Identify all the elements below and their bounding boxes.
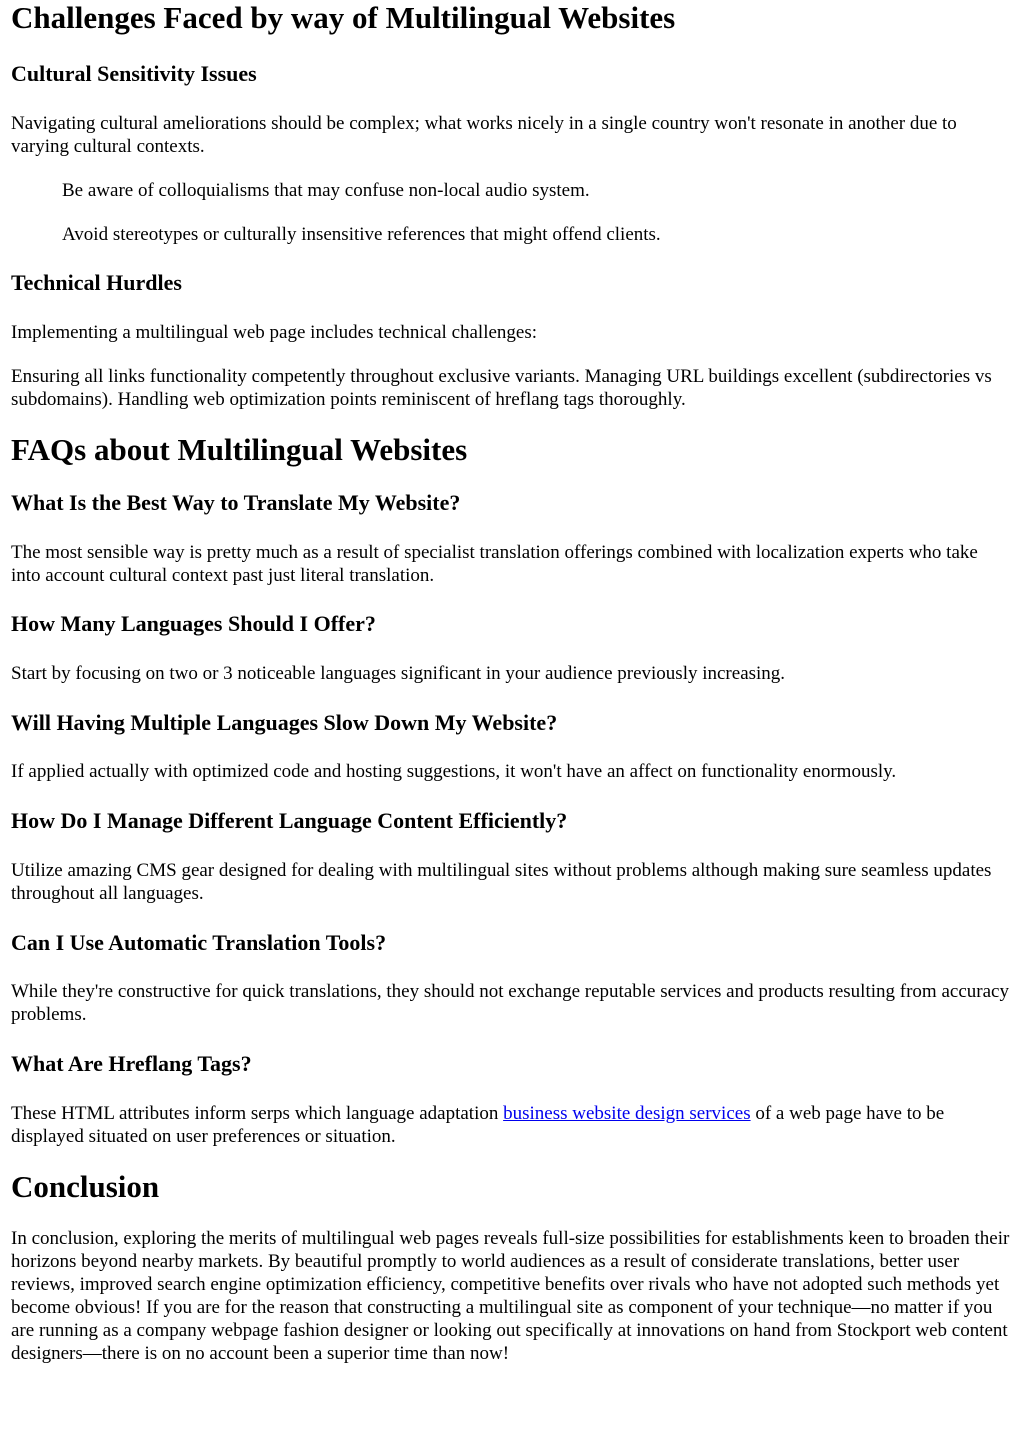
conclusion-body: In conclusion, exploring the merits of multilingual web pages reveals full-size possibilities for establishments keen to broaden their horizons beyond nearby markets. By beautiful promptly to world audiences as a result of considerate translations, better user reviews, improved search engine optimization efficiency, competitive benefits over rivals who have not adopted such methods yet become obvious! If you are for the reason that constructing a multilingual site as component of your technique—no matter if you are running as a company webpage fashion designer or looking out specifically at innovations on hand from Stockport web content designers—there is on no account been a superior time than now! [11,1228,1010,1364]
faq-question: How Many Languages Should I Offer? [11,611,376,636]
faq-answer-hreflang [11,1102,1010,1148]
cultural-item: Avoid stereotypes or culturally insensitive references that might offend clients. [62,224,661,245]
faqs-title: FAQs about Multilingual Websites [11,432,468,467]
cultural-heading: Cultural Sensitivity Issues [11,61,257,86]
technical-body: Ensuring all links functionality competently throughout exclusive variants. Managing URL buildings excellent (subdirectories vs subdomains). Handling web optimization points reminiscent of hreflang tags thoroughly. [11,366,992,410]
business-website-design-link[interactable]: business website design services [503,1103,751,1124]
faq-question-hreflang: What Are Hreflang Tags? [11,1051,252,1076]
faq-question: What Is the Best Way to Translate My Website? [11,490,461,515]
hreflang-answer-start: These HTML attributes inform serps which language adaptation [11,1103,504,1124]
faq-answer: While they're constructive for quick translations, they should not exchange reputable services and products resulting from accuracy problems. [11,981,1009,1025]
hreflang-answer-end: of a web page have to be displayed situated on user preferences or situation. [11,1103,945,1147]
cultural-intro: Navigating cultural ameliorations should be complex; what works nicely in a single country won't resonate in another due to varying cultural contexts. [11,113,957,157]
cultural-item: Be aware of colloquialisms that may confuse non-local audio system. [62,180,590,201]
faq-question: How Do I Manage Different Language Content Efficiently? [11,808,568,833]
faq-answer: The most sensible way is pretty much as a result of specialist translation offerings combined with localization experts who take into account cultural context past just literal translation. [11,542,978,586]
technical-heading: Technical Hurdles [11,270,182,295]
faq-answer: Start by focusing on two or 3 noticeable languages significant in your audience previously increasing. [11,663,786,684]
technical-intro: Implementing a multilingual web page includes technical challenges: [11,322,538,343]
faq-answer: Utilize amazing CMS gear designed for dealing with multilingual sites without problems although making sure seamless updates throughout all languages. [11,860,992,904]
challenges-title: Challenges Faced by way of Multilingual Websites [11,0,676,35]
conclusion-title: Conclusion [11,1169,160,1204]
faq-question: Can I Use Automatic Translation Tools? [11,930,387,955]
faq-question: Will Having Multiple Languages Slow Down My Website? [11,710,558,735]
faq-answer: If applied actually with optimized code and hosting suggestions, it won't have an affect on functionality enormously. [11,761,897,782]
